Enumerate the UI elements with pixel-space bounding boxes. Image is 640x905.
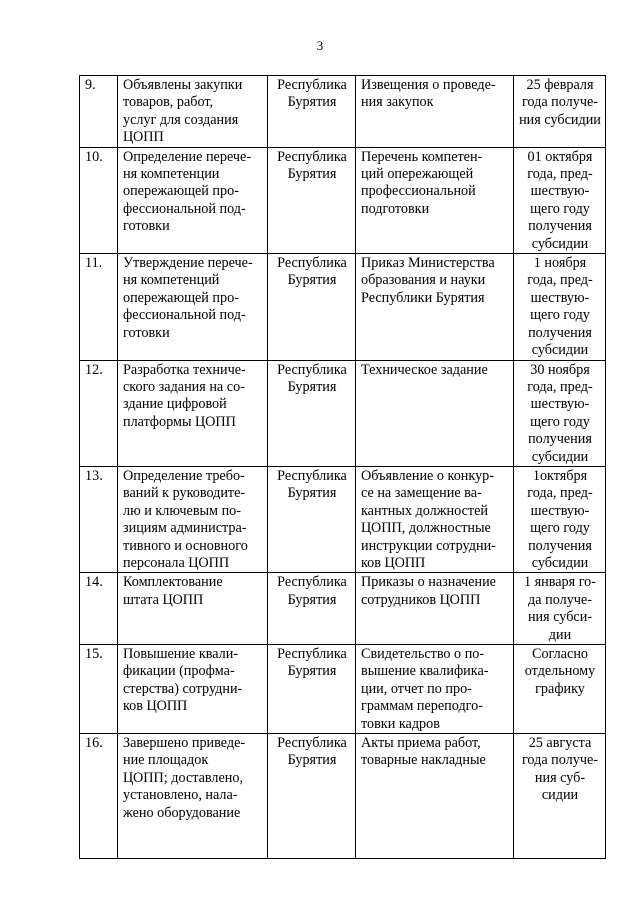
confirming-document-line: Перечень компетен- [361, 148, 483, 165]
confirming-document-line: Извещения о проведе- [361, 77, 496, 93]
deadline-line: 01 октября [527, 148, 593, 165]
responsible-region-line: Республика [277, 148, 347, 165]
event-description-line: платформы ЦОПП [123, 413, 236, 430]
responsible-region-line: Бурятия [287, 94, 337, 111]
table-row [80, 147, 606, 253]
deadline-line: щего году [530, 413, 590, 430]
confirming-document-cell [356, 645, 514, 734]
row-number: 12. [85, 361, 103, 378]
confirming-document-line: товки кадров [361, 715, 440, 732]
table-row [80, 76, 606, 148]
deadline-line: ния субси- [527, 609, 593, 626]
responsible-region-cell [268, 76, 356, 148]
row-number-cell [80, 734, 118, 859]
deadline-cell [514, 147, 606, 253]
event-description-line: ня компетенций [123, 272, 220, 289]
event-description-line: Объявлены закупки [123, 77, 243, 93]
deadline-line: шествую- [530, 502, 590, 519]
confirming-document-cell [356, 76, 514, 148]
responsible-region-cell [268, 734, 356, 859]
responsible-region-line: Республика [277, 574, 347, 591]
confirming-document-line: товарные накладные [361, 752, 486, 769]
page-number: 3 [316, 38, 324, 53]
deadline-line: 1 января го- [523, 574, 597, 591]
confirming-document-line: граммам переподго- [361, 698, 483, 715]
event-description-cell [118, 147, 268, 253]
confirming-document-cell [356, 254, 514, 360]
event-description-line: ЦОПП [123, 129, 164, 146]
event-description-line: услуг для создания [123, 111, 239, 128]
row-number-cell [80, 466, 118, 572]
event-description-line: жено оборудование [123, 804, 241, 821]
confirming-document-line: Объявление о конкур- [361, 467, 494, 484]
deadline-line: сидии [541, 787, 579, 804]
deadline-line: года получе- [521, 752, 599, 769]
responsible-region-line: Республика [277, 361, 347, 378]
table-row [80, 734, 606, 859]
deadline-line: года, пред- [527, 485, 593, 502]
event-description-cell [118, 573, 268, 645]
deadline-line: года, пред- [527, 272, 593, 289]
deadline-cell [514, 76, 606, 148]
schedule-table [79, 75, 606, 859]
event-description-cell [118, 645, 268, 734]
deadline-cell [514, 734, 606, 859]
event-description-cell [118, 254, 268, 360]
row-number-cell [80, 645, 118, 734]
deadline-line: получения [528, 431, 592, 448]
event-description-line: тивного и основного [123, 537, 248, 554]
confirming-document-line: профессиональной [361, 183, 476, 200]
event-description-line: ваний к руководите- [123, 485, 246, 502]
deadline-line: да получе- [528, 591, 592, 608]
deadline-cell [514, 254, 606, 360]
event-description-line: Комплектование [123, 574, 223, 591]
event-description-line: персонала ЦОПП [123, 554, 230, 571]
event-description-line: фикации (профма- [123, 663, 235, 680]
deadline-line: шествую- [530, 396, 590, 413]
confirming-document-line: Техническое задание [361, 361, 488, 378]
confirming-document-line: вышение квалифика- [361, 663, 489, 680]
confirming-document-cell [356, 573, 514, 645]
event-description-line: фессиональной под- [123, 307, 246, 324]
confirming-document-line: кантных должностей [361, 502, 488, 519]
event-description-cell [118, 734, 268, 859]
responsible-region-line: Бурятия [287, 272, 337, 289]
event-description-line: установлено, нала- [123, 787, 238, 804]
row-number: 10. [85, 148, 103, 165]
deadline-line: щего году [530, 307, 590, 324]
event-description-line: ние площадок [123, 752, 209, 769]
responsible-region-cell [268, 147, 356, 253]
responsible-region-cell [268, 360, 356, 466]
event-description-line: Завершено приведе- [123, 735, 246, 752]
event-description-line: товаров, работ, [123, 94, 214, 111]
event-description-line: стерства) сотрудни- [123, 680, 243, 697]
confirming-document-line: инструкции сотрудни- [361, 537, 496, 554]
responsible-region-line: Бурятия [287, 378, 337, 395]
event-description-line: зициям администра- [123, 520, 247, 537]
responsible-region-line: Республика [277, 735, 347, 752]
row-number: 9. [85, 77, 96, 93]
deadline-line: графику [535, 680, 585, 697]
row-number-cell [80, 360, 118, 466]
event-description-line: Определение требо- [123, 467, 245, 484]
event-description-line: ского задания на со- [123, 378, 245, 395]
responsible-region-line: Республика [277, 255, 347, 272]
confirming-document-cell [356, 360, 514, 466]
deadline-line: шествую- [530, 183, 590, 200]
deadline-line: дии [548, 626, 572, 643]
responsible-region-cell [268, 466, 356, 572]
confirming-document-line: Приказы о назначение [361, 574, 496, 591]
confirming-document-line: ков ЦОПП [361, 554, 426, 571]
responsible-region-cell [268, 645, 356, 734]
responsible-region-line: Республика [277, 467, 347, 484]
deadline-line: года, пред- [527, 166, 593, 183]
deadline-line: 30 ноября [530, 361, 590, 378]
event-description-line: ня компетенции [123, 166, 220, 183]
event-description-line: Повышение квали- [123, 646, 239, 662]
deadline-line: 25 февраля [526, 77, 594, 93]
confirming-document-line: подготовки [361, 200, 430, 217]
deadline-line: щего году [530, 200, 590, 217]
responsible-region-line: Бурятия [287, 752, 337, 769]
event-description-line: Утверждение перече- [123, 255, 253, 272]
row-number: 14. [85, 574, 103, 591]
deadline-cell [514, 573, 606, 645]
row-number-cell [80, 573, 118, 645]
deadline-line: субсидии [531, 554, 589, 571]
confirming-document-cell [356, 147, 514, 253]
confirming-document-line: Республики Бурятия [361, 289, 485, 306]
row-number-cell [80, 147, 118, 253]
deadline-line: щего году [530, 520, 590, 537]
table-row [80, 573, 606, 645]
deadline-line: года получе- [521, 94, 599, 111]
event-description-line: ЦОПП; доставлено, [123, 769, 244, 786]
deadline-line: 1октября [532, 467, 588, 484]
responsible-region-line: Республика [277, 646, 347, 662]
row-number: 11. [85, 255, 103, 272]
event-description-line: ков ЦОПП [123, 698, 188, 715]
deadline-line: года, пред- [527, 378, 593, 395]
table-row [80, 254, 606, 360]
deadline-line: субсидии [531, 448, 589, 465]
deadline-line: шествую- [530, 289, 590, 306]
responsible-region-cell [268, 254, 356, 360]
deadline-line: получения [528, 218, 592, 235]
responsible-region-line: Бурятия [287, 166, 337, 183]
confirming-document-line: Свидетельство о по- [361, 646, 485, 662]
event-description-line: здание цифровой [123, 396, 227, 413]
confirming-document-line: образования и науки [361, 272, 486, 289]
event-description-cell [118, 360, 268, 466]
confirming-document-cell [356, 466, 514, 572]
responsible-region-cell [268, 573, 356, 645]
table-row [80, 360, 606, 466]
confirming-document-line: ций опережающей [361, 166, 474, 183]
event-description-cell [118, 466, 268, 572]
responsible-region-line: Бурятия [287, 485, 337, 502]
table-body [80, 76, 606, 859]
confirming-document-cell [356, 734, 514, 859]
deadline-line: ния суб- [534, 769, 586, 786]
deadline-cell [514, 360, 606, 466]
event-description-line: штата ЦОПП [123, 591, 204, 608]
deadline-line: ния субсидии [519, 111, 601, 128]
deadline-line: Согласно [531, 646, 588, 662]
deadline-line: 1 ноября [533, 255, 587, 272]
confirming-document-line: ЦОПП, должностные [361, 520, 491, 537]
event-description-cell [118, 76, 268, 148]
event-description-line: Определение перече- [123, 148, 252, 165]
responsible-region-line: Республика [277, 77, 347, 93]
row-number-cell [80, 254, 118, 360]
row-number: 13. [85, 467, 103, 484]
responsible-region-line: Бурятия [287, 591, 337, 608]
deadline-cell [514, 466, 606, 572]
confirming-document-line: Приказ Министерства [361, 255, 495, 272]
confirming-document-line: сотрудников ЦОПП [361, 591, 481, 608]
row-number: 15. [85, 646, 103, 662]
confirming-document-line: ния закупок [361, 94, 434, 111]
deadline-cell [514, 645, 606, 734]
table-row [80, 466, 606, 572]
confirming-document-line: Акты приема работ, [361, 735, 481, 752]
confirming-document-line: се на замещение ва- [361, 485, 482, 502]
deadline-line: 25 августа [528, 735, 592, 752]
deadline-line: субсидии [531, 342, 589, 359]
deadline-line: субсидии [531, 235, 589, 252]
event-description-line: готовки [123, 324, 170, 341]
deadline-line: получения [528, 324, 592, 341]
row-number: 16. [85, 735, 103, 752]
event-description-line: фессиональной под- [123, 200, 246, 217]
row-number-cell [80, 76, 118, 148]
responsible-region-line: Бурятия [287, 663, 337, 680]
event-description-line: опережающей про- [123, 183, 239, 200]
deadline-line: получения [528, 537, 592, 554]
event-description-line: лю и ключевым по- [123, 502, 241, 519]
event-description-line: готовки [123, 218, 170, 235]
table-row [80, 645, 606, 734]
event-description-line: опережающей про- [123, 289, 239, 306]
confirming-document-line: ции, отчет по про- [361, 680, 472, 697]
event-description-line: Разработка техниче- [123, 361, 246, 378]
deadline-line: отдельному [524, 663, 596, 680]
